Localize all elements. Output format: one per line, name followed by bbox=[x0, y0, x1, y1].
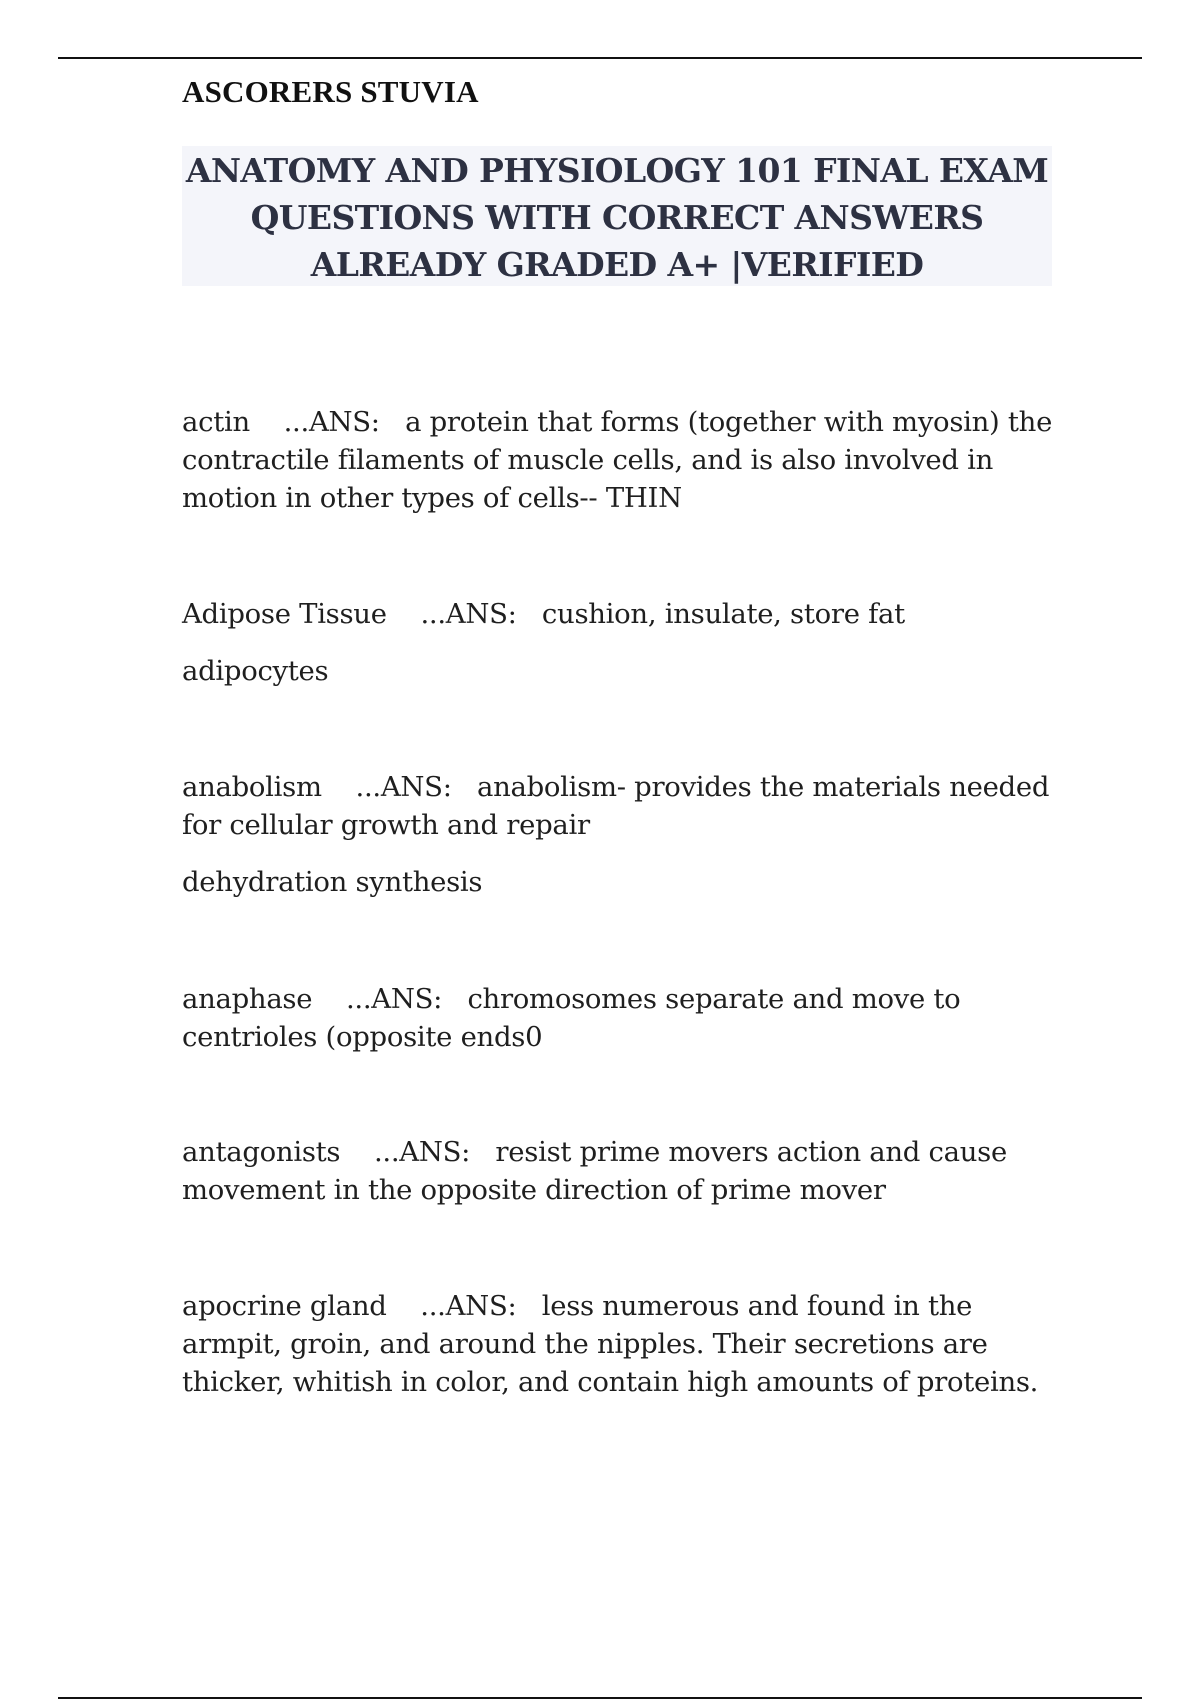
entry-actin-line-3: motion in other types of cells-- THIN bbox=[182, 482, 682, 514]
title-line-2: QUESTIONS WITH CORRECT ANSWERS bbox=[250, 198, 984, 237]
top-rule bbox=[58, 57, 1142, 59]
document-title bbox=[182, 146, 1052, 286]
entry-antagonists-line-2: movement in the opposite direction of prime mover bbox=[182, 1174, 886, 1206]
bottom-rule bbox=[58, 1697, 1142, 1699]
entry-anaphase-line-1: anaphase ...ANS: chromosomes separate and move to bbox=[182, 983, 961, 1015]
entry-apocrine-gland-line-3: thicker, whitish in color, and contain high amounts of proteins. bbox=[182, 1366, 1039, 1398]
entry-anabolism-line-1: anabolism ...ANS: anabolism- provides the materials needed bbox=[182, 771, 1050, 803]
entry-anaphase-line-2: centrioles (opposite ends0 bbox=[182, 1021, 543, 1053]
entry-actin-line-1: actin ...ANS: a protein that forms (together with myosin) the bbox=[182, 406, 1053, 438]
entry-adipose-tissue-line-2: adipocytes bbox=[182, 655, 329, 687]
entry-apocrine-gland-line-2: armpit, groin, and around the nipples. Their secretions are bbox=[182, 1328, 988, 1360]
title-line-1: ANATOMY AND PHYSIOLOGY 101 FINAL EXAM bbox=[185, 151, 1049, 190]
header-label: ASCORERS STUVIA bbox=[182, 74, 479, 109]
entry-antagonists-line-1: antagonists ...ANS: resist prime movers action and cause bbox=[182, 1136, 1007, 1168]
entry-apocrine-gland-line-1: apocrine gland ...ANS: less numerous and found in the bbox=[182, 1290, 973, 1322]
entry-anabolism-line-3: dehydration synthesis bbox=[182, 866, 483, 898]
entry-actin-line-2: contractile filaments of muscle cells, and is also involved in bbox=[182, 444, 994, 476]
entry-adipose-tissue-line-1: Adipose Tissue ...ANS: cushion, insulate, store fat bbox=[182, 598, 905, 630]
entry-anabolism-line-2: for cellular growth and repair bbox=[182, 809, 590, 841]
title-line-3: ALREADY GRADED A+ |VERIFIED bbox=[310, 245, 924, 284]
